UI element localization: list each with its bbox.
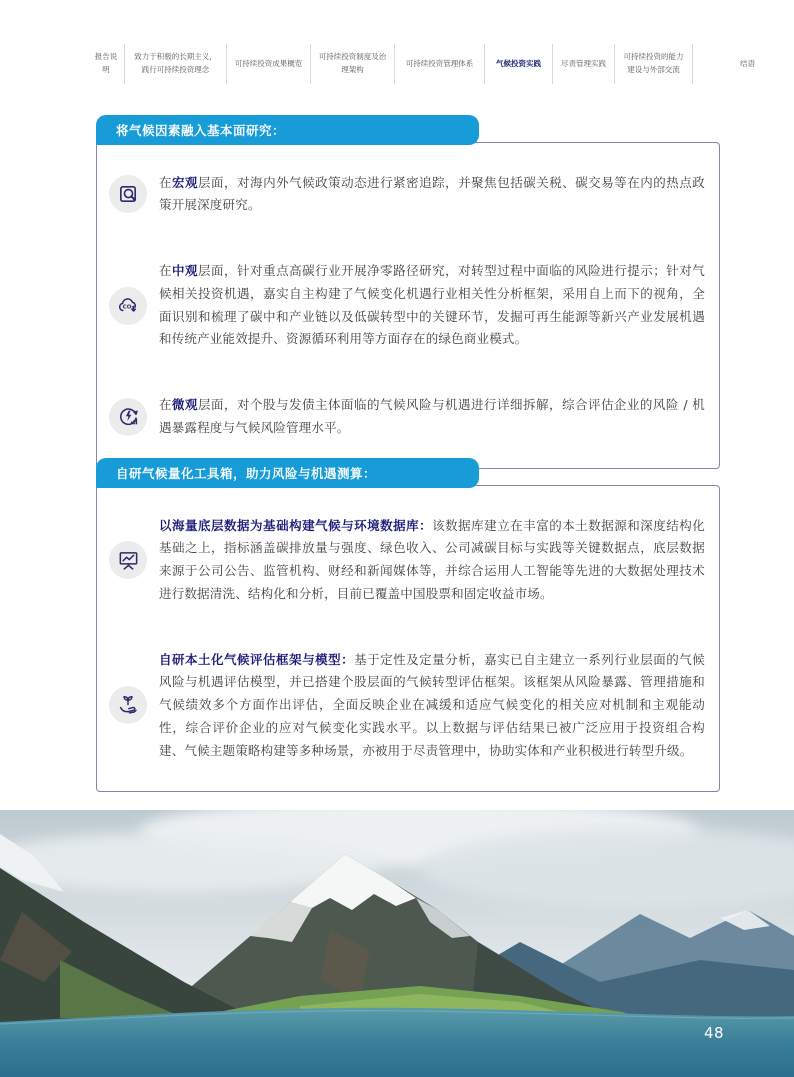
chart-board-icon <box>109 541 147 579</box>
list-item-macro <box>109 159 705 230</box>
landscape-photo <box>0 810 794 1077</box>
page-number: 48 <box>703 1024 725 1042</box>
svg-text:CO₂: CO₂ <box>122 304 134 311</box>
top-chapter-nav <box>88 44 794 84</box>
list-item-database <box>109 502 705 618</box>
section-title: 将气候因素融入基本面研究： <box>116 123 286 138</box>
hand-sprout-icon <box>109 686 147 724</box>
paragraph-micro: 在微观层面，对个股与发债主体面临的气候风险与机遇进行详细拆解，综合评估企业的风险 / 机遇暴露程度与气候风险管理水平。 <box>159 397 705 435</box>
nav-tab-stewardship[interactable]: 尽责管理实践 <box>552 44 614 84</box>
nav-tab-results-overview[interactable]: 可持续投资成果概览 <box>226 44 310 84</box>
paragraph-meso: 在中观层面，针对重点高碳行业开展净零路径研究，对转型过程中面临的风险进行提示；针对气候相关投资机遇，嘉实自主构建了气候变化机遇行业相关性分析框架，采用自上而下的视角，全面识别和梳理了碳中和产业链以及低碳转型中的关键环节，发掘可再生能源等新兴产业发展机遇和传统产业能效提升、资源循环利用等方面存在的绿色商业模式。 <box>159 263 705 347</box>
nav-tab-capacity-building[interactable]: 可持续投资的能力建设与外部交流 <box>614 44 692 84</box>
section-content-box <box>96 485 720 792</box>
nav-tab-climate-investment[interactable]: 气候投资实践 <box>484 44 552 84</box>
co2-cloud-arrow-icon <box>109 287 147 325</box>
paragraph-model: 自研本土化气候评估框架与模型：基于定性及定量分析，嘉实已自主建立一系列行业层面的气候风险与机遇评估模型，并已搭建个股层面的气候转型评估框架。该框架从风险暴露、管理措施和气候绩效多个方面作出评估，全面反映企业在减缓和适应气候变化的相关应对机制和主观能动性，综合评价企业的应对气候变化实践水平。以上数据与评估结果已被广泛应用于投资组合构建、气候主题策略构建等多种场景，亦被用于尽责管理中，协助实体和产业积极进行转型升级。 <box>159 651 705 758</box>
section-title: 自研气候量化工具箱，助力风险与机遇测算： <box>116 466 377 481</box>
section-climate-fundamental-research <box>96 115 720 469</box>
paragraph-macro: 在宏观层面，对海内外气候政策动态进行紧密追踪，并聚焦包括碳关税、碳交易等在内的热点政策开展深度研究。 <box>159 174 705 213</box>
section-header <box>96 458 479 488</box>
energy-bolt-gauge-icon <box>109 398 147 436</box>
nav-tab-report-notes[interactable]: 报告说明 <box>94 52 118 74</box>
nav-tab-management-system[interactable]: 可持续投资管理体系 <box>394 44 484 84</box>
nav-tab-long-termism[interactable]: 致力于积极的长期主义，践行可持续投资理念 <box>124 44 226 84</box>
document-magnifier-icon <box>109 175 147 213</box>
section-header <box>96 115 479 145</box>
paragraph-database: 以海量底层数据为基础构建气候与环境数据库：该数据库建立在丰富的本土数据源和深度结构化基础之上，指标涵盖碳排放量与强度、绿色收入、公司减碳目标与实践等关键数据点，底层数据来源于公司公告、监管机构、财经和新闻媒体等，并综合运用人工智能等先进的大数据处理技术进行数据清洗、结构化和分析，目前已覆盖中国股票和固定收益市场。 <box>159 517 706 601</box>
nav-tab-conclusion[interactable]: 结语 <box>692 44 794 84</box>
list-item-model <box>109 636 705 775</box>
list-item-meso <box>109 248 705 364</box>
list-item-micro <box>109 382 705 453</box>
nav-tab-governance[interactable]: 可持续投资制度及治理架构 <box>310 44 394 84</box>
section-climate-quant-toolbox <box>96 458 720 792</box>
section-content-box <box>96 142 720 469</box>
